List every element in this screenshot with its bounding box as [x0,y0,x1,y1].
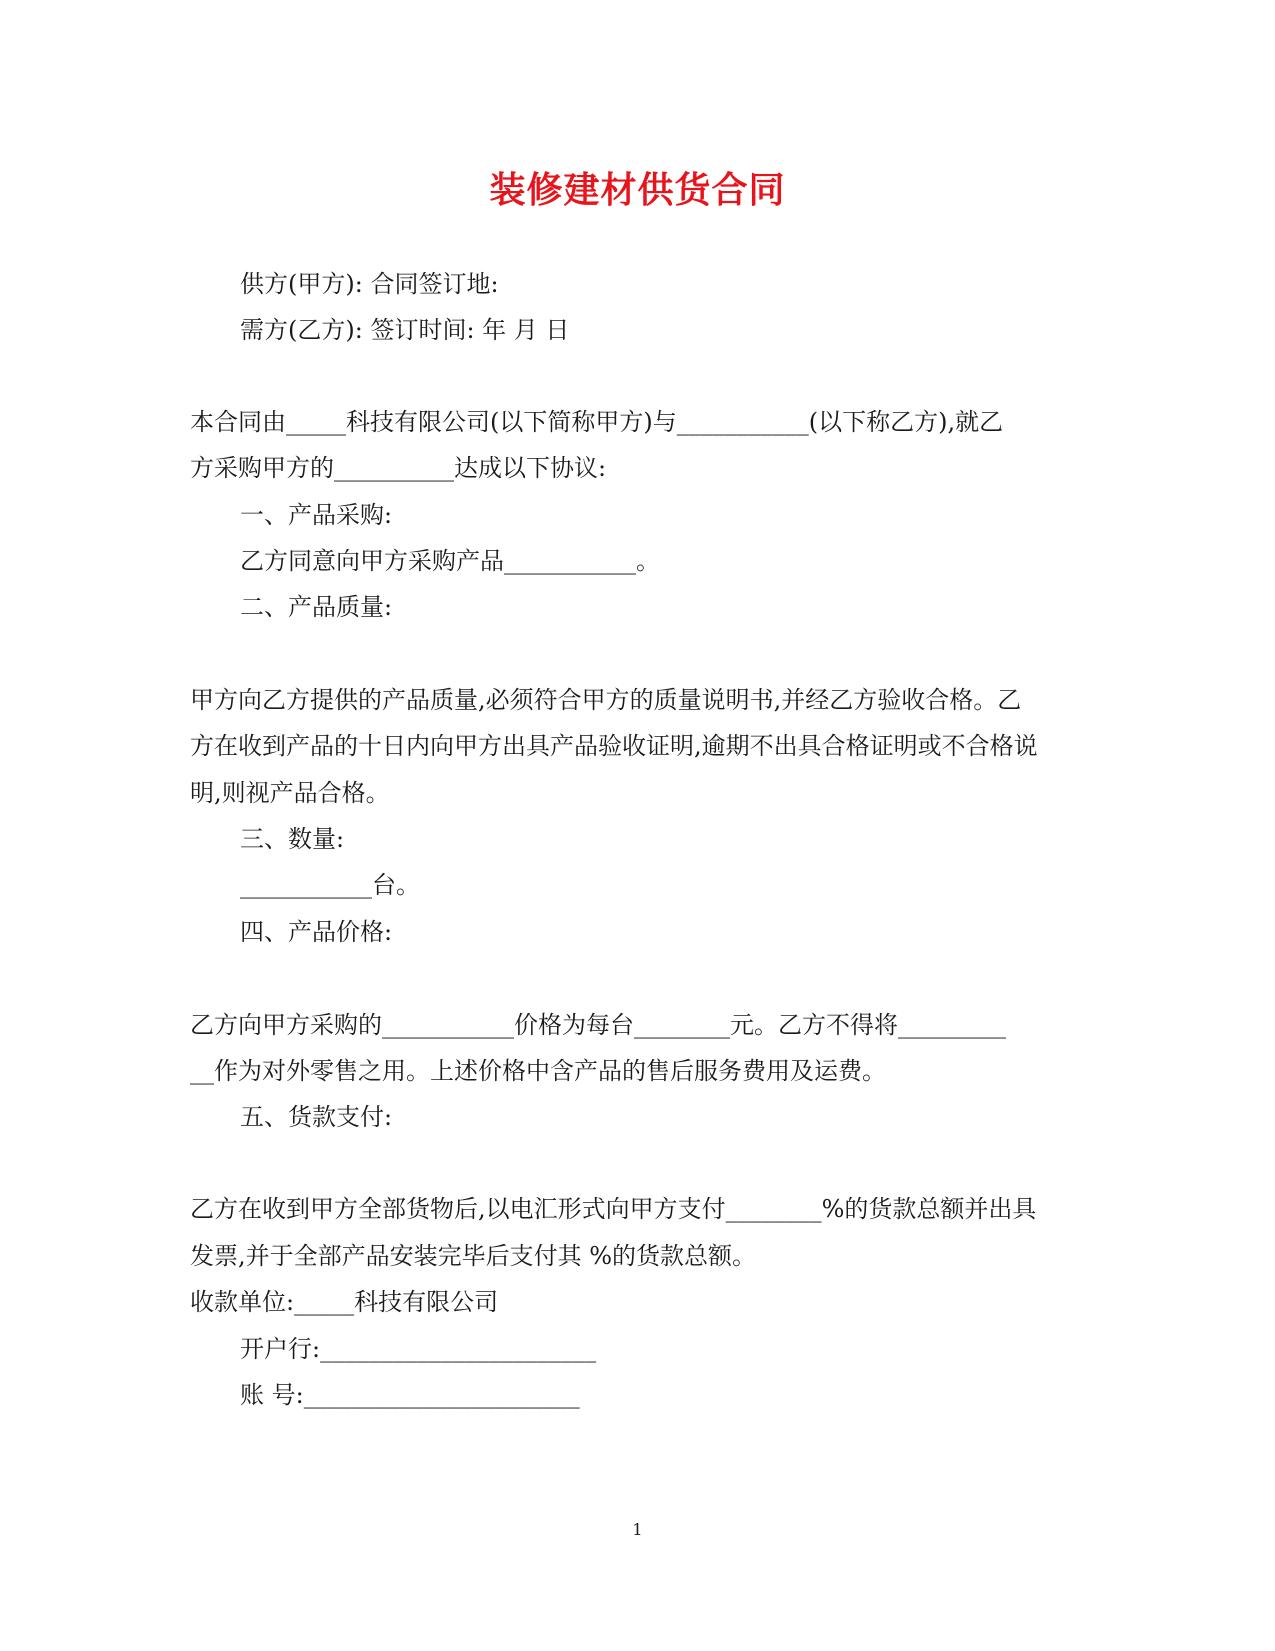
intro-line-1: 本合同由_____科技有限公司(以下简称甲方)与___________(以下称乙方),就乙 [190,408,1004,436]
section-1-text: 乙方同意向甲方采购产品___________。 [240,547,660,575]
section-2-heading: 二、产品质量: [240,593,393,621]
quantity-line: ___________台。 [240,871,420,899]
document-title: 装修建材供货合同 [489,169,786,211]
party-b-line: 需方(乙方): 签订时间: 年 月 日 [240,316,570,344]
payee-line: 收款单位:_____科技有限公司 [190,1288,499,1316]
intro-line-2: 方采购甲方的__________达成以下协议: [190,454,607,482]
section-1-heading: 一、产品采购: [240,501,393,529]
section-4-heading: 四、产品价格: [240,918,393,946]
bank-line: 开户行:_______________________ [240,1335,597,1363]
price-line-1: 乙方向甲方采购的___________价格为每台________元。乙方不得将_________ [190,1011,1006,1039]
payment-line-2: 发票,并于全部产品安装完毕后支付其 %的货款总额。 [190,1242,757,1270]
section-3-heading: 三、数量: [240,825,345,853]
page-number: 1 [632,1520,643,1539]
payment-line-1: 乙方在收到甲方全部货物后,以电汇形式向甲方支付________%的货款总额并出具 [190,1195,1037,1223]
price-line-2: __作为对外零售之用。上述价格中含产品的售后服务费用及运费。 [190,1057,886,1085]
quality-line-3: 明,则视产品合格。 [190,779,390,807]
section-5-heading: 五、货款支付: [240,1103,393,1131]
quality-line-2: 方在收到产品的十日内向甲方出具产品验收证明,逾期不出具合格证明或不合格说 [190,732,1038,760]
party-a-line: 供方(甲方): 合同签订地: [240,270,499,298]
quality-line-1: 甲方向乙方提供的产品质量,必须符合甲方的质量说明书,并经乙方验收合格。乙 [190,686,1022,714]
account-line: 账 号:_______________________ [240,1381,580,1409]
